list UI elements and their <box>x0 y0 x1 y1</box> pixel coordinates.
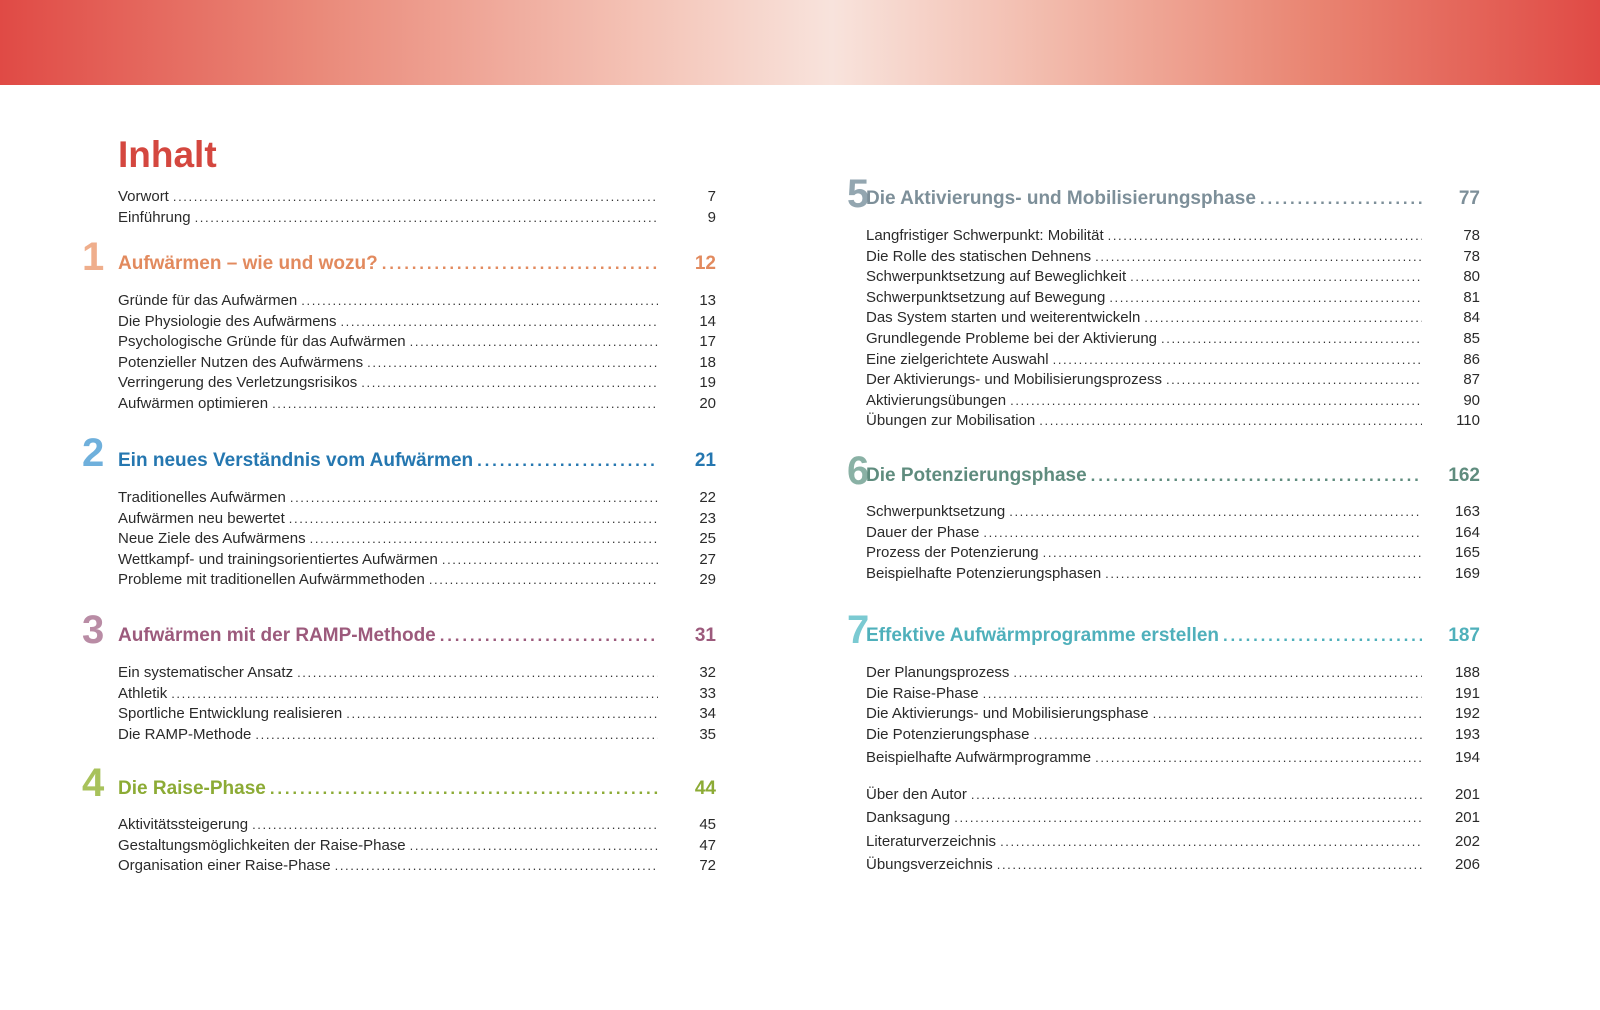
page-number: 22 <box>699 489 716 506</box>
page-number: 47 <box>699 836 716 854</box>
toc-entry[interactable] <box>118 685 716 702</box>
leader-dots <box>1161 331 1422 346</box>
entry-title: Literaturverzeichnis <box>866 833 997 850</box>
leader-dots <box>1009 504 1422 519</box>
toc-entry[interactable] <box>866 412 1480 429</box>
header-gradient-band <box>0 0 1600 85</box>
toc-entry[interactable] <box>118 510 716 527</box>
entry-title: Athletik <box>118 684 168 702</box>
toc-entry[interactable] <box>866 544 1480 561</box>
entry-title: Eine zielgerichtete Auswahl <box>866 350 1049 368</box>
page-number: 29 <box>699 571 716 589</box>
toc-entry[interactable] <box>866 749 1480 766</box>
entry-title: Die Aktivierungs- und Mobilisierungsphase <box>866 705 1149 723</box>
entry-title: Übungsverzeichnis <box>866 856 993 873</box>
leader-dots <box>1091 466 1422 486</box>
toc-entry[interactable] <box>118 571 716 588</box>
leader-dots <box>195 210 658 225</box>
leader-dots <box>410 838 658 853</box>
toc-entry[interactable] <box>866 503 1480 520</box>
chapter-number: 3 <box>82 608 105 652</box>
entry-title: Ein systematischer Ansatz <box>118 664 294 681</box>
toc-entry[interactable] <box>866 856 1480 873</box>
leader-dots <box>340 314 658 329</box>
page-number: 45 <box>699 816 716 833</box>
entry-title: Aufwärmen neu bewertet <box>118 509 285 527</box>
entry-title: Vorwort <box>118 188 169 205</box>
leader-dots <box>429 572 658 587</box>
page-number: 192 <box>1454 705 1480 723</box>
page-number: 14 <box>699 312 716 330</box>
page-number: 35 <box>699 725 716 743</box>
page-number: 187 <box>1448 625 1480 646</box>
toc-entry[interactable] <box>118 188 716 205</box>
entry-title: Die RAMP-Methode <box>118 725 252 743</box>
toc-entry[interactable] <box>866 705 1480 722</box>
toc-entry[interactable] <box>866 268 1480 285</box>
entry-title: Sportliche Entwicklung realisieren <box>118 705 343 723</box>
page-number: 20 <box>699 395 716 412</box>
page-number: 201 <box>1454 786 1480 803</box>
page-number: 87 <box>1463 371 1480 389</box>
page-number: 206 <box>1454 856 1480 873</box>
page-number: 25 <box>699 530 716 548</box>
entry-title: Schwerpunktsetzung auf Bewegung <box>866 288 1106 306</box>
chapter-title: Die Aktivierungs- und Mobilisierungsphase <box>866 188 1256 209</box>
entry-title: Der Aktivierungs- und Mobilisierungsprozess <box>866 371 1162 389</box>
page-number: 78 <box>1463 247 1480 265</box>
chapter-number: 7 <box>847 608 870 652</box>
entry-title: Potenzieller Nutzen des Aufwärmens <box>118 353 364 371</box>
page-number: 7 <box>707 188 716 205</box>
chapter-title: Aufwärmen mit der RAMP-Methode <box>118 625 436 646</box>
toc-entry[interactable] <box>866 309 1480 326</box>
entry-title: Organisation einer Raise-Phase <box>118 857 331 875</box>
toc-entry[interactable] <box>118 726 716 743</box>
leader-dots <box>1166 372 1422 387</box>
toc-entry[interactable] <box>118 837 716 854</box>
leader-dots <box>1260 189 1422 209</box>
leader-dots <box>983 525 1422 540</box>
toc-entry[interactable] <box>866 565 1480 582</box>
page-number: 202 <box>1454 833 1480 850</box>
page-number: 72 <box>699 857 716 875</box>
toc-entry[interactable] <box>866 809 1480 826</box>
page-number: 44 <box>694 778 716 799</box>
leader-dots <box>1039 413 1422 428</box>
page-number: 13 <box>699 292 716 309</box>
entry-title: Langfristiger Schwerpunkt: Mobilität <box>866 227 1104 244</box>
toc-chapter-entry[interactable] <box>118 778 716 800</box>
page-number: 27 <box>699 550 716 568</box>
leader-dots <box>1033 727 1422 742</box>
toc-entry[interactable] <box>118 705 716 722</box>
page-number: 84 <box>1463 309 1480 327</box>
chapter-number: 6 <box>847 449 870 493</box>
page-number: 12 <box>694 253 716 274</box>
leader-dots <box>954 810 1422 825</box>
entry-title: Die Physiologie des Aufwärmens <box>118 312 337 330</box>
entry-title: Der Planungsprozess <box>866 664 1010 681</box>
leader-dots <box>997 857 1422 872</box>
leader-dots <box>1013 665 1422 680</box>
page-number: 18 <box>699 353 716 371</box>
entry-title: Aktivierungsübungen <box>866 391 1007 409</box>
entry-title: Über den Autor <box>866 786 967 803</box>
leader-dots <box>1095 750 1422 765</box>
toc-entry[interactable] <box>118 664 716 681</box>
toc-entry[interactable] <box>866 524 1480 541</box>
page-number: 191 <box>1454 684 1480 702</box>
leader-dots <box>1095 249 1422 264</box>
toc-entry[interactable] <box>118 313 716 330</box>
leader-dots <box>1105 566 1422 581</box>
page-title: Inhalt <box>118 134 217 175</box>
leader-dots <box>971 787 1422 802</box>
entry-title: Traditionelles Aufwärmen <box>118 489 286 506</box>
page-number: 110 <box>1456 412 1480 430</box>
page-number: 80 <box>1463 268 1480 286</box>
toc-entry[interactable] <box>118 857 716 874</box>
toc-entry[interactable] <box>866 664 1480 681</box>
leader-dots <box>272 396 658 411</box>
page-number: 86 <box>1463 350 1480 368</box>
toc-entry[interactable] <box>118 551 716 568</box>
toc-entry[interactable] <box>866 330 1480 347</box>
page-number: 165 <box>1454 544 1480 562</box>
leader-dots <box>983 686 1422 701</box>
toc-entry[interactable] <box>866 248 1480 265</box>
page-number: 19 <box>699 374 716 392</box>
leader-dots <box>289 511 658 526</box>
chapter-title: Ein neues Verständnis vom Aufwärmen <box>118 450 474 471</box>
chapter-title: Die Potenzierungsphase <box>866 465 1087 486</box>
chapter-title: Aufwärmen – wie und wozu? <box>118 253 378 274</box>
leader-dots <box>442 552 658 567</box>
toc-chapter-entry[interactable] <box>866 188 1480 210</box>
page-number: 162 <box>1448 465 1480 486</box>
entry-title: Probleme mit traditionellen Aufwärmmethoden <box>118 571 425 589</box>
page-number: 81 <box>1463 288 1480 306</box>
toc-entry[interactable] <box>118 489 716 506</box>
leader-dots <box>270 779 658 799</box>
page-number: 33 <box>699 684 716 702</box>
page-number: 193 <box>1454 725 1480 743</box>
leader-dots <box>255 727 658 742</box>
leader-dots <box>361 375 658 390</box>
entry-title: Danksagung <box>866 809 951 826</box>
toc-entry[interactable] <box>866 786 1480 803</box>
toc-entry[interactable] <box>866 227 1480 244</box>
page-number: 90 <box>1463 391 1480 409</box>
entry-title: Aktivitätssteigerung <box>118 816 249 833</box>
chapter-title: Effektive Aufwärmprogramme erstellen <box>866 625 1220 646</box>
toc-chapter-entry[interactable] <box>866 465 1480 487</box>
chapter-number: 5 <box>847 172 870 216</box>
leader-dots <box>1223 626 1422 646</box>
entry-title: Beispielhafte Potenzierungsphasen <box>866 564 1102 582</box>
leader-dots <box>310 531 658 546</box>
toc-entry[interactable] <box>118 354 716 371</box>
toc-entry[interactable] <box>118 395 716 412</box>
page-number: 163 <box>1454 503 1480 520</box>
page-number: 23 <box>699 509 716 527</box>
chapter-title: Die Raise-Phase <box>118 778 266 799</box>
entry-title: Grundlegende Probleme bei der Aktivierung <box>866 330 1158 347</box>
leader-dots <box>1108 228 1422 243</box>
page-number: 17 <box>699 333 716 351</box>
entry-title: Psychologische Gründe für das Aufwärmen <box>118 333 406 351</box>
entry-title: Die Raise-Phase <box>866 684 979 702</box>
toc-chapter-entry[interactable] <box>118 253 716 275</box>
entry-title: Wettkampf- und trainingsorientiertes Aufwärmen <box>118 550 438 568</box>
leader-dots <box>1000 834 1422 849</box>
leader-dots <box>297 665 658 680</box>
chapter-number: 2 <box>82 431 105 475</box>
leader-dots <box>1010 393 1422 408</box>
entry-title: Beispielhafte Aufwärmprogramme <box>866 749 1092 767</box>
toc-entry[interactable] <box>866 833 1480 850</box>
leader-dots <box>335 858 658 873</box>
toc-entry[interactable] <box>118 292 716 309</box>
page-number: 32 <box>699 664 716 681</box>
toc-entry[interactable] <box>118 333 716 350</box>
page-number: 77 <box>1458 188 1480 209</box>
leader-dots <box>290 490 658 505</box>
toc-entry[interactable] <box>118 209 716 226</box>
entry-title: Schwerpunktsetzung <box>866 503 1006 520</box>
toc-entry[interactable] <box>866 289 1480 306</box>
entry-title: Die Potenzierungsphase <box>866 725 1030 743</box>
entry-title: Die Rolle des statischen Dehnens <box>866 247 1092 265</box>
leader-dots <box>477 451 658 471</box>
leader-dots <box>382 254 658 274</box>
page-number: 9 <box>707 209 716 226</box>
leader-dots <box>1043 545 1422 560</box>
toc-chapter-entry[interactable] <box>866 625 1480 647</box>
leader-dots <box>1153 706 1422 721</box>
chapter-number: 4 <box>82 761 105 805</box>
leader-dots <box>440 626 658 646</box>
entry-title: Dauer der Phase <box>866 523 980 541</box>
toc-entry[interactable] <box>118 374 716 391</box>
toc-chapter-entry[interactable] <box>118 625 716 647</box>
page-number: 164 <box>1454 523 1480 541</box>
entry-title: Schwerpunktsetzung auf Beweglichkeit <box>866 268 1127 286</box>
entry-title: Gestaltungsmöglichkeiten der Raise-Phase <box>118 836 406 854</box>
entry-title: Neue Ziele des Aufwärmens <box>118 530 306 548</box>
entry-title: Übungen zur Mobilisation <box>866 412 1036 430</box>
leader-dots <box>171 686 658 701</box>
page-number: 85 <box>1463 330 1480 347</box>
leader-dots <box>301 293 658 308</box>
leader-dots <box>1130 269 1422 284</box>
toc-entry[interactable] <box>866 371 1480 388</box>
leader-dots <box>1053 352 1422 367</box>
toc-entry[interactable] <box>866 726 1480 743</box>
entry-title: Prozess der Potenzierung <box>866 544 1039 562</box>
page-number: 169 <box>1454 564 1480 582</box>
page-number: 34 <box>699 705 716 723</box>
toc-chapter-entry[interactable] <box>118 450 716 472</box>
toc-entry[interactable] <box>118 530 716 547</box>
chapter-number: 1 <box>82 235 105 279</box>
toc-entry[interactable] <box>866 351 1480 368</box>
page-number: 31 <box>694 625 716 646</box>
toc-entry[interactable] <box>118 816 716 833</box>
leader-dots <box>1109 290 1422 305</box>
leader-dots <box>252 817 658 832</box>
page-number: 78 <box>1463 227 1480 244</box>
page-number: 188 <box>1454 664 1480 681</box>
leader-dots <box>346 706 658 721</box>
entry-title: Gründe für das Aufwärmen <box>118 292 298 309</box>
page-number: 194 <box>1454 749 1480 767</box>
entry-title: Aufwärmen optimieren <box>118 395 269 412</box>
entry-title: Verringerung des Verletzungsrisikos <box>118 374 358 392</box>
leader-dots <box>1144 310 1422 325</box>
toc-entry[interactable] <box>866 392 1480 409</box>
leader-dots <box>173 189 658 204</box>
page-number: 21 <box>694 450 716 471</box>
page-number: 201 <box>1454 809 1480 826</box>
entry-title: Einführung <box>118 209 191 226</box>
entry-title: Das System starten und weiterentwickeln <box>866 309 1141 327</box>
toc-entry[interactable] <box>866 685 1480 702</box>
leader-dots <box>367 355 658 370</box>
leader-dots <box>410 334 658 349</box>
